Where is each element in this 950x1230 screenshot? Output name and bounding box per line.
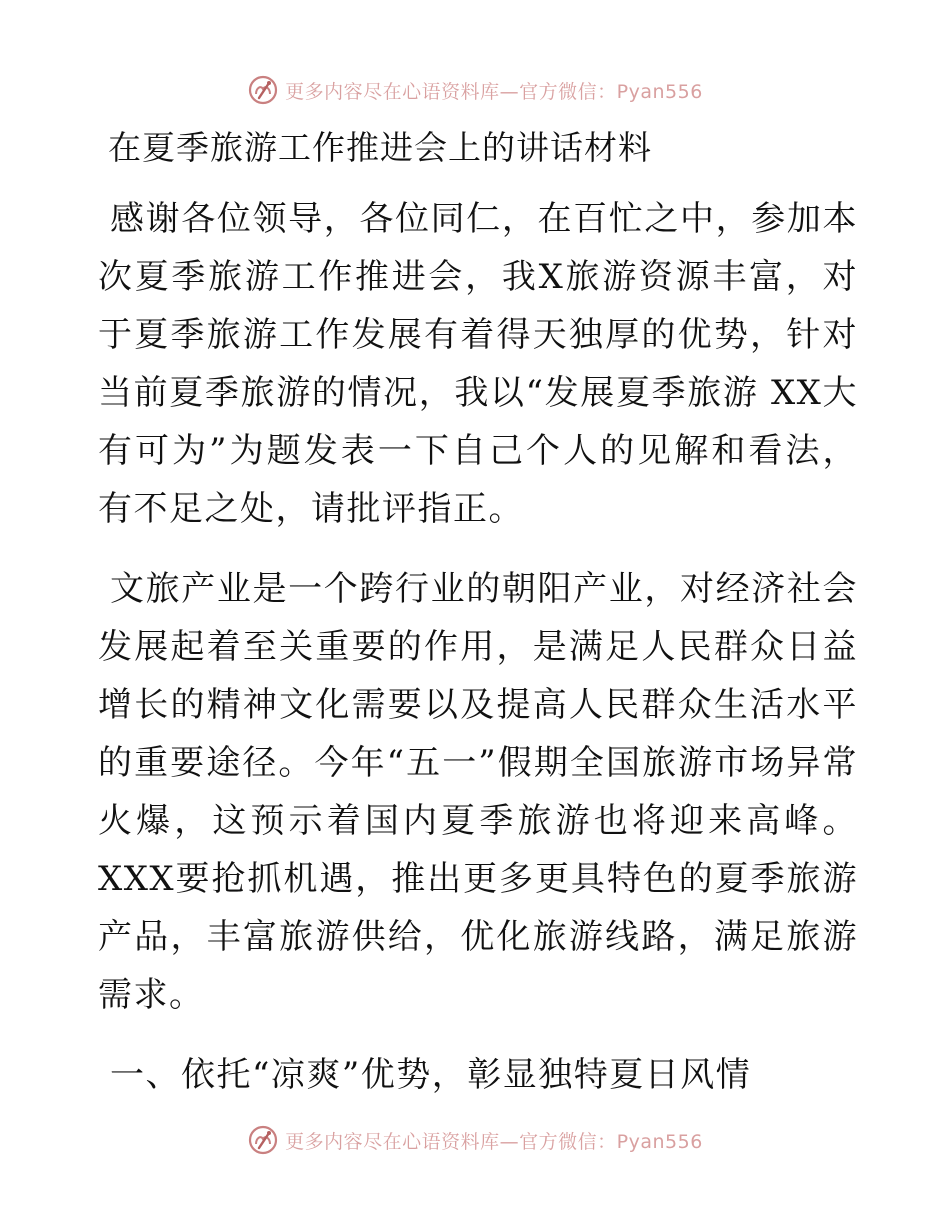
watermark-footer — [0, 1122, 950, 1158]
watermark-header — [0, 72, 950, 108]
paragraph-2: 文旅产业是一个跨行业的朝阳产业，对经济社会发展起着至关重要的作用，是满足人民群众日益增长的精神文化需要以及提高人民群众生活水平的重要途径。今年“五一”假期全国旅游市场异常火爆，这预示着国内夏季旅游也将迎来高峰。XXX要抢抓机遇，推出更多更具特色的夏季旅游产品，丰富旅游供给，优化旅游线路，满足旅游需求。 — [98, 569, 858, 1015]
document-title: 在夏季旅游工作推进会上的讲话材料 — [108, 128, 652, 167]
watermark-text: 更多内容尽在心语资料库—官方微信：Pyan556 — [285, 80, 703, 103]
section-heading: 一、依托“凉爽”优势，彰显独特夏日风情 — [110, 1055, 752, 1095]
heart-pen-logo-icon — [247, 1124, 279, 1156]
watermark-text: 更多内容尽在心语资料库—官方微信：Pyan556 — [285, 1130, 703, 1153]
paragraph-1: 感谢各位领导，各位同仁，在百忙之中，参加本次夏季旅游工作推进会，我X旅游资源丰富，对于夏季旅游工作发展有着得天独厚的优势，针对当前夏季旅游的情况，我以“发展夏季旅游 XX大有可为”为题发表一下自己个人的见解和看法，有不足之处，请批评指正。 — [98, 199, 858, 529]
heart-pen-logo-icon — [247, 74, 279, 106]
document-body — [98, 128, 858, 1104]
